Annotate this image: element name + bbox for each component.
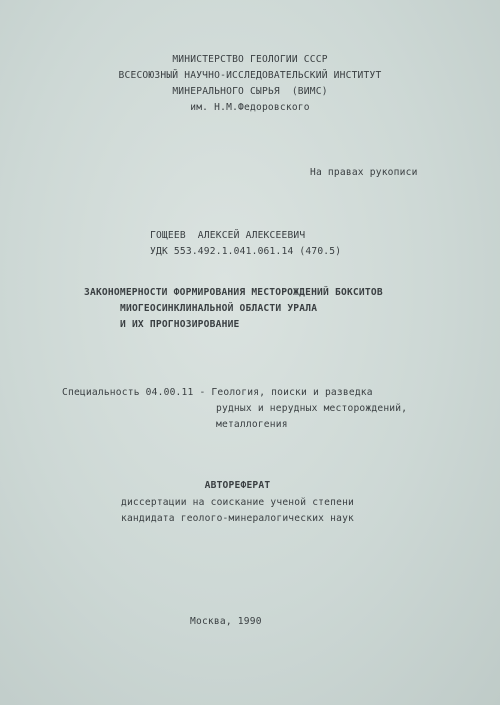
institute-named-after: им. Н.М.Федоровского bbox=[190, 102, 310, 113]
title-line-1: ЗАКОНОМЕРНОСТИ ФОРМИРОВАНИЯ МЕСТОРОЖДЕНИЙ БОКСИТОВ bbox=[84, 287, 383, 298]
abstract-line-1: диссертации на соискание ученой степени bbox=[120, 497, 355, 508]
title-line-2: МИОГЕОСИНКЛИНАЛЬНОЙ ОБЛАСТИ УРАЛА bbox=[120, 303, 318, 314]
specialty-line-3: металлогения bbox=[216, 419, 288, 430]
manuscript-note: На правах рукописи bbox=[310, 167, 418, 178]
specialty-line-1: Специальность 04.00.11 - Геология, поиски и разведка bbox=[62, 387, 373, 398]
specialty-line-2: рудных и нерудных месторождений, bbox=[216, 403, 408, 414]
author-name: ГОЩЕЕВ АЛЕКСЕЙ АЛЕКСЕЕВИЧ bbox=[150, 230, 306, 241]
institute-line: ВСЕСОЮЗНЫЙ НАУЧНО-ИССЛЕДОВАТЕЛЬСКИЙ ИНСТИТУТ bbox=[118, 70, 382, 81]
abstract-heading: АВТОРЕФЕРАТ bbox=[204, 480, 271, 491]
udc-code: УДК 553.492.1.041.061.14 (470.5) bbox=[150, 246, 342, 257]
title-line-3: И ИХ ПРОГНОЗИРОВАНИЕ bbox=[120, 319, 240, 330]
abstract-line-2: кандидата геолого-минералогических наук bbox=[120, 513, 355, 524]
institute-name-line: МИНЕРАЛЬНОГО СЫРЬЯ (ВИМС) bbox=[172, 86, 328, 97]
place-year: Москва, 1990 bbox=[190, 616, 262, 627]
ministry-line: МИНИСТЕРСТВО ГЕОЛОГИИ СССР bbox=[172, 54, 328, 65]
